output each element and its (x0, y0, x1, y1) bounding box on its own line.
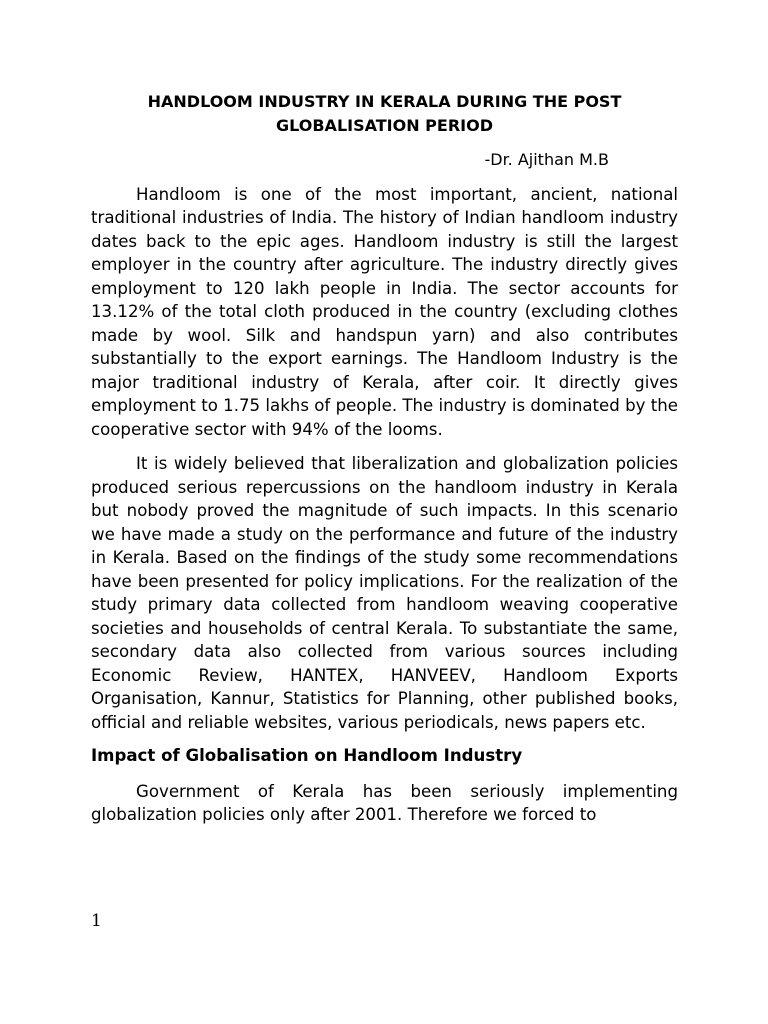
document-page (91, 90, 678, 827)
paragraph-study-overview: It is widely believed that liberalization and globalization policies produced serious repercussions on the handloom industry in Kerala but nobody proved the magnitude of such impacts. In this scenario we have made a study on the performance and future of the industry in Kerala. Based on the findings of the study some recommendations have been presented for policy implications. For the realization of the study primary data collected from handloom weaving cooperative societies and households of central Kerala. To substantiate the same, secondary data also collected from various sources including Economic Review, HANTEX, HANVEEV, Handloom Exports Organisation, Kannur, Statistics for Planning, other published books, official and reliable websites, various periodicals, news papers etc. (91, 454, 678, 732)
author-name: -Dr. Ajithan M.B (484, 150, 609, 169)
section-heading: Impact of Globalisation on Handloom Industry (91, 746, 523, 765)
paragraph-section-body: Government of Kerala has been seriously implementing globalization policies only after 2001. Therefore we forced to (91, 781, 678, 824)
document-title-line-1: HANDLOOM INDUSTRY IN KERALA DURING THE POST (147, 92, 622, 111)
paragraph-introduction: Handloom is one of the most important, ancient, national traditional industries of India. The history of Indian handloom industry dates back to the epic ages. Handloom industry is still the largest employer in the country after agriculture. The industry directly gives employment to 120 lakh people in India. The sector accounts for 13.12% of the total cloth produced in the country (excluding clothes made by wool. Silk and handspun yarn) and also contributes substantially to the export earnings. The Handloom Industry is the major traditional industry of Kerala, after coir. It directly gives employment to 1.75 lakhs of people. The industry is dominated by the cooperative sector with 94% of the looms. (91, 184, 678, 439)
document-title-line-2: GLOBALISATION PERIOD (276, 115, 493, 135)
page-number: 1 (91, 911, 102, 931)
document-title (91, 90, 678, 137)
